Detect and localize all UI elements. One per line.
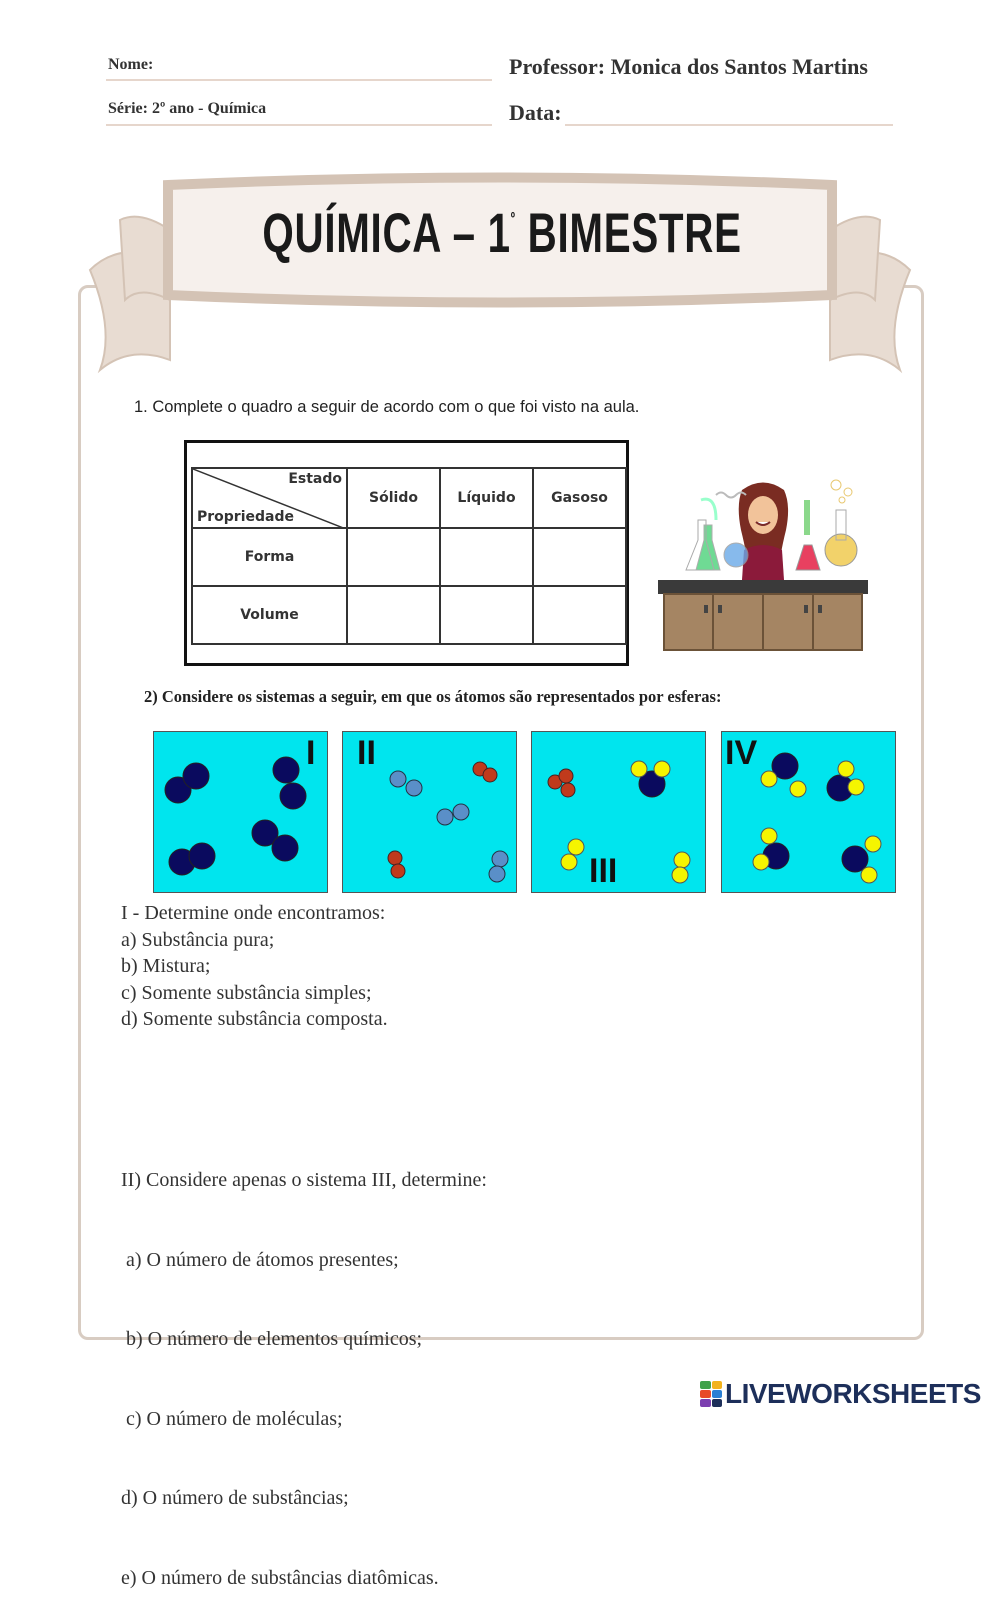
system-4-box xyxy=(721,731,896,893)
part-2-item-a: a) O número de átomos presentes; xyxy=(121,1248,399,1271)
data-line[interactable] xyxy=(565,124,893,126)
serie-line xyxy=(106,124,492,126)
part-1-item-a: a) Substância pura; xyxy=(121,928,275,951)
lab-illustration xyxy=(656,470,870,652)
liveworksheets-logo[interactable] xyxy=(700,1376,981,1412)
part-1-title: I - Determine onde encontramos: xyxy=(121,902,386,924)
answer-cell[interactable] xyxy=(440,528,533,586)
row-header-volume: Volume xyxy=(192,586,347,644)
question-2-text: 2) Considere os sistemas a seguir, em que os átomos são representados por esferas: xyxy=(144,687,722,706)
serie-label: Série: 2º ano - Química xyxy=(108,100,267,117)
row-header-forma: Forma xyxy=(192,528,347,586)
part-2-title: II) Considere apenas o sistema III, determine: xyxy=(121,1169,487,1191)
liveworksheets-logo-icon xyxy=(700,1381,722,1407)
professor-label: Professor: Monica dos Santos Martins xyxy=(509,54,868,79)
system-3-atoms xyxy=(532,732,706,893)
page-title: QUÍMICA – $1^º$ BIMESTRE xyxy=(262,201,742,264)
part-1-item-b: b) Mistura; xyxy=(121,955,211,977)
answer-cell[interactable] xyxy=(440,586,533,644)
system-2-label: II xyxy=(357,734,376,772)
name-label: Nome: xyxy=(108,56,154,73)
system-3-box xyxy=(531,731,706,893)
part-2-item-c: c) O número de moléculas; xyxy=(121,1407,343,1430)
col-header-solido: Sólido xyxy=(347,468,440,528)
system-1-atoms xyxy=(154,732,328,893)
answer-cell[interactable] xyxy=(533,528,626,586)
data-label: Data: xyxy=(509,100,562,125)
part-2-item-d: d) O número de substâncias; xyxy=(121,1487,349,1509)
system-2-box xyxy=(342,731,517,893)
answer-cell[interactable] xyxy=(533,586,626,644)
properties-table xyxy=(191,467,627,645)
system-1-label: I xyxy=(306,734,316,772)
table-corner-cell xyxy=(192,468,347,528)
name-line[interactable] xyxy=(106,79,492,81)
system-4-label: IV xyxy=(725,734,758,772)
question-1-text: 1. Complete o quadro a seguir de acordo com o que foi visto na aula. xyxy=(134,398,640,416)
liveworksheets-logo-text: LIVEWORKSHEETS xyxy=(725,1378,981,1409)
part-1-block xyxy=(121,900,388,1033)
col-header-liquido: Líquido xyxy=(440,468,533,528)
corner-propriedade: Propriedade xyxy=(197,509,294,525)
system-1-box xyxy=(153,731,328,893)
part-2-block xyxy=(121,1114,487,1618)
system-3-label: III xyxy=(589,852,618,890)
part-2-item-e: e) O número de substâncias diatômicas. xyxy=(121,1566,439,1589)
answer-cell[interactable] xyxy=(347,528,440,586)
part-1-item-c: c) Somente substância simples; xyxy=(121,981,372,1004)
part-1-item-d: d) Somente substância composta. xyxy=(121,1008,388,1030)
answer-cell[interactable] xyxy=(347,586,440,644)
corner-estado: Estado xyxy=(288,471,342,487)
part-2-item-b: b) O número de elementos químicos; xyxy=(121,1328,423,1350)
col-header-gasoso: Gasoso xyxy=(533,468,626,528)
